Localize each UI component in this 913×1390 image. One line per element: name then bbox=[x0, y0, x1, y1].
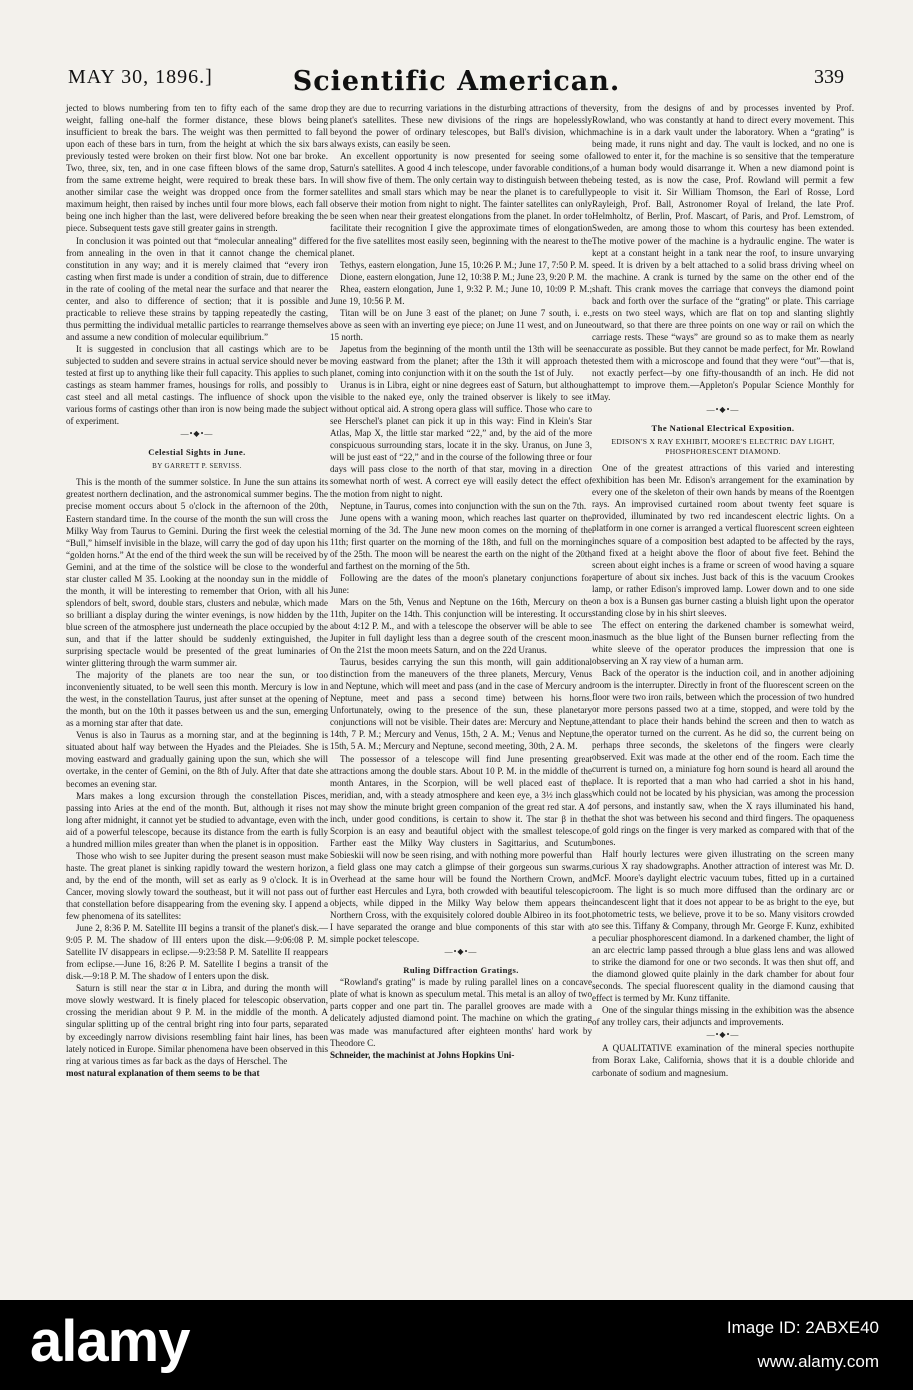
image-id-label: Image ID: 2ABXE40 bbox=[726, 1318, 879, 1337]
section-ornament: —•◆•— bbox=[706, 405, 740, 415]
paragraph: jected to blows numbering from ten to fifty each of the same drop weight, falling one-half the former distance, these blows being insufficient to break the bars. The weight was then permitted to fall upon each of these bars in turn, from the height at which the six bars previously tested were broken on their first blow. Not one bar broke. Two, three, six, ten, and in one case fifteen blows of the same drop, from the same extreme height, were required to break these bars. In another similar case the weight was dropped once from the former maximum height, then raised by inches until four more blows, each fall being one inch higher than the last, were delivered before breaking the piece. Subsequent tests gave still greater gains in strength. bbox=[66, 103, 328, 234]
article-heading: The National Electrical Exposition. bbox=[651, 423, 795, 434]
paragraph-tail: Schneider, the machinist at Johns Hopkins Uni- bbox=[330, 1049, 515, 1060]
section-ornament: —•◆•— bbox=[444, 947, 478, 957]
paragraph: June opens with a waning moon, which reaches last quarter on the morning of the 3d. The June new moon comes on the morning of the 11th; first quarter on the morning of the 18th, and full on the morning of the 25th. The moon will be nearest the earth on the night of the 20th and farthest on the morning of the 5th. bbox=[330, 512, 592, 571]
paragraph: Titan will be on June 3 east of the planet; on June 7 south, i. e., above as seen with an inverting eye piece; on June 11 west, and on June 15 north. bbox=[330, 307, 592, 342]
paragraph: The effect on entering the darkened chamber is somewhat weird, inasmuch as the blue light of the Bunsen burner reflecting from the white sleeve of the operator produces the impression that one is observing an X ray view of a human arm. bbox=[592, 619, 854, 666]
paragraph: One of the singular things missing in the exhibition was the absence of any trolley cars, their adjuncts and improvements. bbox=[592, 1005, 854, 1028]
paragraph: The majority of the planets are too near the sun, or too inconveniently situated, to be well seen this month. Mercury is low in the west, in the constellation Taurus, just after sunset at the opening of the month, but on the 10th it passes between us and the sun, emerging as a morning star after that date. bbox=[66, 670, 328, 729]
page-number: 339 bbox=[814, 66, 844, 88]
paragraph: Dione, eastern elongation, June 12, 10:38 P. M.; June 23, 9:20 P. M. bbox=[340, 271, 588, 282]
paragraph: Those who wish to see Jupiter during the present season must make haste. The great planet is sinking rapidly toward the western horizon, and, by the end of the month, will set as early as 9 o'clock. It is in Cancer, moving slowly toward the southeast, but it will not pass out of that constellation before disappearing from the evening sky. I append a few phenomena of its satellites: bbox=[66, 850, 328, 922]
paragraph: Uranus is in Libra, eight or nine degrees east of Saturn, but although visible to the naked eye, only the trained observer is likely to see it without optical aid. A strong opera glass will suffice. Those who care to see Herschel's planet can pick it up in this way: Find in Klein's Star Atlas, Map X, the little star marked “22,” and, by the aid of the more conspicuous surrounding stars, locate it in the sky. Uranus, on June 3, will be just east of “22,” and in the course of the following three or four days will pass close to the north of that star, moving in a direction somewhat north of west. A correct eye will easily detect the effect of the motion from night to night. bbox=[330, 380, 592, 499]
paragraph: It is suggested in conclusion that all castings which are to be subjected to sudden and severe strains in actual service should never be tested at first up to anything like their full capacity. This applies to such castings as steam hammer frames, housings for rolls, and possibly to cast steel and all metal castings. The influence of shock upon the various forms of castings other than iron is now being made the subject of experiment. bbox=[66, 343, 328, 427]
paragraph: they are due to recurring variations in the disturbing attractions of the planet's satellites. These new divisions of the rings are hopelessly beyond the power of ordinary telescopes, but Ball's division, which always exists, can easily be seen. bbox=[330, 103, 592, 150]
issue-date: MAY 30, 1896.] bbox=[68, 66, 213, 88]
paragraph: One of the greatest attractions of this varied and interesting exhibition has been Mr. Edison's arrangement for the examination by every one of the skeleton of their own hands by means of the Roentgen rays. An improvised curtained room about twenty feet square is provided, illuminated by two red incandescent electric lights. On a platform in one corner is arranged a vertical fluorescent screen eighteen inches square of a composition best adapted to be affected by the rays, and fixed at a height above the floor of about five feet. Behind the screen about eight inches is a frame or screen of wood having a square aperture of about six inches. Just back of this is the vacuum Crookes lamp, or rather Edison's improved lamp. Lower down and to one side on a box is a Bunsen gas burner casting a bluish light upon the operator standing close by in his shirt sleeves. bbox=[592, 463, 854, 618]
paragraph: Rhea, eastern elongation, June 1, 9:32 P. M.; June 10, 10:09 P. M.; June 19, 10:56 P. M. bbox=[330, 283, 592, 306]
article-subheading: EDISON'S X RAY EXHIBIT, MOORE'S ELECTRIC DAY LIGHT, PHOSPHORESCENT DIAMOND. bbox=[611, 437, 835, 457]
column-left bbox=[66, 102, 328, 1079]
paragraph: Neptune, in Taurus, comes into conjunction with the sun on the 7th. bbox=[340, 500, 587, 511]
paragraph: The possessor of a telescope will find June presenting great attractions among the double stars. About 10 P. M. in the middle of the month Antares, in the Scorpion, will be well placed east of the meridian, and, with a steady atmosphere and keen eye, a 3½ inch glass may show the minute bright green companion of the great red star. A 4 inch, under good conditions, is certain to show it. The star β in the Scorpion is an easy and beautiful object with the smallest telescope. Farther east the Milky Way clusters in Sagittarius, and Scutum Sobieskii will now be seen rising, and with nothing more powerful than a field glass one may catch a glimpse of their gorgeous sun swarms. Overhead at the same hour will be found the Northern Crown, and further east Hercules and Lyra, both crowded with beautiful telescopic objects, while dipped in the Milky Way below them appears the Northern Cross, with the exquisitely colored double Albireo in its foot. I have separated the orange and blue components of this star with a simple pocket telescope. bbox=[330, 753, 592, 945]
paragraph: A QUALITATIVE examination of the mineral species northupite from Borax Lake, California, shows that it is a double chloride and carbonate of sodium and magnesium. bbox=[592, 1043, 854, 1078]
paragraph: Back of the operator is the induction coil, and in another adjoining room is the interrupter. Directly in front of the fluorescent screen on the floor were two iron rails, between which the procession of two hundred or more persons passed two at a time, stopped, and were told by the attendant to place their hands behind the screen and then to watch as the operator turned on the current. As he did so, the current being on perhaps three seconds, the skeletons of the fingers were clearly observed. Exit was made at the other end of the room. Each time the current is turned on, a miniature fog horn sound is heard all around the place. It is reported that a man who had carried a shot in his hand, which could not be located by his physician, was among the procession of persons, and instantly saw, when the X rays illuminated his hand, that the shot was between his second and third fingers. The opaqueness of gold rings on the finger is very marked as compared with that of the bones. bbox=[592, 668, 854, 847]
column-middle bbox=[330, 102, 592, 1061]
paragraph: In conclusion it was pointed out that “molecular annealing” differed from annealing in the oven in that it cannot change the chemical constitution in any way; and it is merely claimed that “every iron casting when first made is under a condition of strain, due to difference in the rate of cooling of the metal near the surface and that nearer the center, and also to difference of section; that it is possible and practicable to relieve these strains by tapping repeatedly the casting, thus permitting the individual metallic particles to rearrange themselves and assume a new condition of molecular equilibrium.” bbox=[66, 235, 328, 342]
paragraph: Mars makes a long excursion through the constellation Pisces, passing into Aries at the end of the month. But, although it rises not long after midnight, it cannot yet be studied to advantage, even with the aid of a powerful telescope, because its distance from the earth is fully a hundred million miles greater than when the planet is in opposition. bbox=[66, 790, 328, 849]
paragraph: Japetus from the beginning of the month until the 13th will be seen moving eastward from the planet; after the 13th it will approach the planet, coming into conjunction with it on the south the 1st of July. bbox=[330, 343, 592, 379]
paragraph: Saturn is still near the star α in Libra, and during the month will move slowly westward. It is finely placed for telescopic observation, crossing the meridian about 9 P. M. in the middle of the month. A singular splitting up of the central bright ring into four parts, separated by exceedingly narrow divisions resembling faint hair lines, has been lately noticed in Europe. Similar phenomena have been observed in this ring at various times as far back as the days of Herschel. The bbox=[66, 983, 328, 1066]
article-heading: Ruling Diffraction Gratings. bbox=[403, 965, 519, 976]
paragraph: Mars on the 5th, Venus and Neptune on the 16th, Mercury on the 11th, Jupiter on the 14th. This conjunction will be interesting. It occurs about 4:12 P. M., and with a telescope the observer will be able to see Jupiter in full daylight less than a degree south of the crescent moon. On the 21st the moon meets Saturn, and on the 22d Uranus. bbox=[330, 596, 592, 656]
section-ornament: —•◆•— bbox=[706, 1030, 740, 1040]
paragraph: Half hourly lectures were given illustrating on the screen many curious X ray shadowgraphs. Another attraction of interest was Mr. D. McF. Moore's daylight electric vacuum tubes, fitted up in a curtained room. The light is so much more diffused than the ordinary arc or incandescent light that it does not appear to be as bright to the eye, but photometric tests, we believe, prove it to be so. Many visitors crowded to see this. Tiffany & Company, through Mr. George F. Kunz, exhibited a peculiar phosphorescent diamond. In a darkened chamber, the light of an arc electric lamp passed through a blue glass lens and was allowed to strike the diamond for one or two seconds. It was then shut off, and the diamond glowed quite plainly in the dark chamber for about four seconds. The special fluorescent quality in the diamond causing that effect is termed by Mr. Kunz tiffanite. bbox=[592, 848, 854, 1004]
alamy-url-label: www.alamy.com bbox=[757, 1352, 879, 1371]
column-right bbox=[592, 102, 854, 1079]
paragraph: Venus is also in Taurus as a morning star, and at the beginning is situated about half way between the Hyades and the Pleiades. She is moving eastward and gradually gaining upon the sun, which she will overtake, in the center of Gemini, on the 8th of July. After that date she becomes an evening star. bbox=[66, 730, 328, 789]
paragraph: This is the month of the summer solstice. In June the sun attains its greatest northern declination, and the astronomical summer begins. The precise moment occurs about 5 o'clock in the afternoon of the 20th, Eastern standard time. In the course of the month the sun will cross the Milky Way from Taurus to Gemini. During the first week the celestial “Bull,” himself invisible in the blaze, will carry the god of day upon his “golden horns.” At the end of the third week the sun will be received by Gemini, and at the time of the solstice will be close to the wonderful star cluster called M 35. Looking at the noonday sun in the middle of the month, it will be interesting to remember that Orion, with all his splendors of belt, sword, double stars, clusters and nebulæ, which made so brilliant a display during the winter evenings, is now hidden by the blue screen of the atmosphere just underneath the place occupied by the sun, and that if the latter should be suddenly extinguished, the surprising spectacle would be presented of the great luminaries of winter glittering through the warm summer air. bbox=[66, 477, 328, 669]
alamy-logo: alamy bbox=[30, 1309, 190, 1374]
paragraph: “Rowland's grating” is made by ruling parallel lines on a concave plate of what is known as speculum metal. This metal is an alloy of two parts copper and one part tin. The parallel grooves are made with a delicately adjusted diamond point. The machine on which the grating was made was manufactured after eighteen months' hard work by Theodore C. bbox=[330, 977, 592, 1048]
masthead-title: Scientific American. bbox=[292, 66, 621, 97]
article-heading: Celestial Sights in June. bbox=[148, 447, 246, 458]
paragraph: Following are the dates of the moon's planetary conjunctions for June: bbox=[330, 572, 592, 595]
paragraph: Taurus, besides carrying the sun this month, will gain additional distinction from the maneuvers of the three planets, Mercury, Venus and Neptune, which will meet and pass (and in the case of Mercury and Neptune, meet and pass a second time) between his horns. Unfortunately, owing to the presence of the sun, these planetary conjunctions will not be visible. Their dates are: Mercury and Neptune, 14th, 7 P. M.; Mercury and Venus, 15th, 2 A. M.; Venus and Neptune, 15th, 5 A. M.; Mercury and Neptune, second meeting, 30th, 2 A. M. bbox=[330, 657, 592, 752]
paragraph: June 2, 8:36 P. M. Satellite III begins a transit of the planet's disk.—9:05 P. M. The shadow of III enters upon the disk.—9:06:08 P. M. Satellite IV disappears in eclipse.—9:23:58 P. M. Satellite II reappears from eclipse.—June 16, 8:26 P. M. Satellite I begins a transit of the disk.—9:18 P. M. The shadow of I enters upon the disk. bbox=[66, 923, 328, 982]
paragraph: Tethys, eastern elongation, June 15, 10:26 P. M.; June 17, 7:50 P. M. bbox=[340, 259, 589, 270]
paragraph-tail: most natural explanation of them seems to be that bbox=[66, 1067, 260, 1078]
paragraph: versity, from the designs of and by processes invented by Prof. Rowland, who was constantly at hand to direct every movement. This machine is in a dark vault under the laboratory. When a “grating” is being made, it runs night and day. The vault is locked, and no one is allowed to enter it, for the machine is so sensitive that the temperature of a human body would disarrange it. When a new diamond point is being tested, as is now the case, Prof. Rowland will permit a few people to visit it. Sir William Thomson, the Earl of Rosse, Lord Rayleigh, Prof. Ball, Astronomer Royal of Ireland, the late Prof. Helmholtz, of Berlin, Prof. Mascart, of Paris, and Prof. Lemstrom, of Sweden, are among those to whom this courtesy has been extended. The motive power of the machine is a hydraulic engine. The water is kept at a constant height in a tank near the roof, to insure unvarying speed. It is driven by a belt attached to a solid brass driving wheel on the machine. A crank is turned by the same on the other end of the shaft. This crank moves the carriage that conveys the diamond point back and forth over the surface of the “grating” or plate. This carriage rests on two steel ways, which are flat on top and slanting slightly outward, so that there are three points on one way or rail on which the carriage rests. These “ways” are ground so as to make them as nearly accurate as possible. But they cannot be made perfect, for Mr. Rowland tested them with a microscope and found that they were “out”—that is, not exactly perfect—by one fifty-thousandth of an inch. He did not attempt to improve them.—Appleton's Popular Science Monthly for May. bbox=[592, 103, 854, 403]
paragraph: An excellent opportunity is now presented for seeing some of Saturn's satellites. A good 4 inch telescope, under favorable conditions, will show five of them. The only certain way to distinguish between the satellites and small stars which may be near the planet is to carefully observe their motion from night to night. The fainter satellites can only be seen when near their greatest elongations from the planet. In order to facilitate their recognition I give the approximate times of elongation for the five satellites most easily seen, beginning with the nearest to the planet. bbox=[330, 151, 592, 258]
section-ornament: —•◆•— bbox=[180, 429, 214, 439]
article-byline: BY GARRETT P. SERVISS. bbox=[152, 462, 242, 471]
